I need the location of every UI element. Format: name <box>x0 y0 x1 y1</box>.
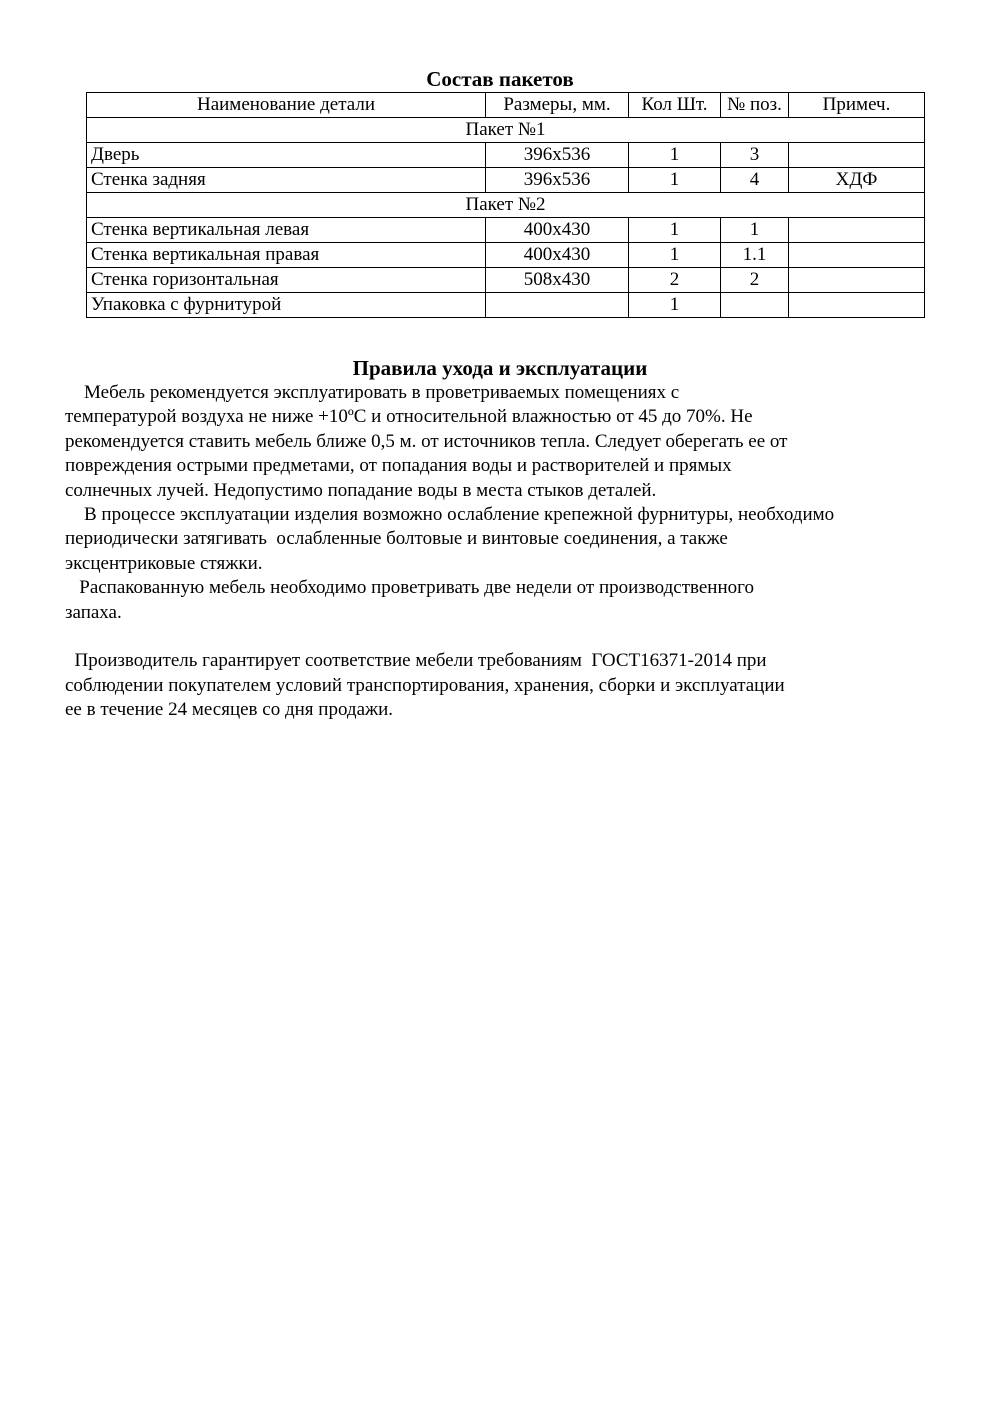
text-line: В процессе эксплуатации изделия возможно ослабление крепежной фурнитуры, необходимо <box>65 504 835 526</box>
table-row <box>87 143 925 168</box>
table-row <box>87 243 925 268</box>
part-size: 396х536 <box>486 143 629 168</box>
text-line: температурой воздуха не ниже +10ºC и относительной влажностью от 45 до 70%. Не <box>65 406 753 428</box>
package-label: Пакет №2 <box>87 193 925 218</box>
text-line: запаха. <box>65 601 122 623</box>
table-row <box>87 218 925 243</box>
part-pos: 4 <box>721 168 789 193</box>
part-qty: 2 <box>629 268 721 293</box>
care-section-title: Правила ухода и эксплуатации <box>352 356 648 380</box>
package-label: Пакет №1 <box>87 118 925 143</box>
header-size: Размеры, мм. <box>486 93 629 118</box>
text-line: Мебель рекомендуется эксплуатировать в проветриваемых помещениях с <box>65 382 680 403</box>
part-name: Стенка вертикальная правая <box>87 243 486 268</box>
part-size: 400х430 <box>486 243 629 268</box>
part-name: Стенка горизонтальная <box>87 268 486 293</box>
part-note <box>789 243 925 268</box>
header-pos: № поз. <box>721 93 789 118</box>
part-qty: 1 <box>629 218 721 243</box>
part-qty: 1 <box>629 243 721 268</box>
part-pos: 3 <box>721 143 789 168</box>
part-qty: 1 <box>629 293 721 318</box>
header-note: Примеч. <box>789 93 925 118</box>
part-pos: 1 <box>721 218 789 243</box>
text-line: повреждения острыми предметами, от попадания воды и растворителей и прямых <box>65 455 732 477</box>
text-line: ее в течение 24 месяцев со дня продажи. <box>65 699 394 721</box>
care-text <box>65 381 965 723</box>
text-line: Распакованную мебель необходимо проветривать две недели от производственного <box>65 577 754 599</box>
text-line: периодически затягивать ослабленные болтовые и винтовые соединения, а также <box>65 528 728 550</box>
part-note <box>789 143 925 168</box>
text-line: солнечных лучей. Недопустимо попадание воды в места стыков деталей. <box>65 479 657 501</box>
header-qty: Кол Шт. <box>629 93 721 118</box>
part-qty: 1 <box>629 168 721 193</box>
package-header-row <box>87 118 925 143</box>
text-line: эксцентриковые стяжки. <box>65 552 263 574</box>
text-line: Производитель гарантирует соответствие мебели требованиям ГОСТ16371-2014 при <box>65 650 767 672</box>
part-pos: 1.1 <box>721 243 789 268</box>
part-note <box>789 218 925 243</box>
parts-table <box>86 92 925 318</box>
part-pos <box>721 293 789 318</box>
part-note <box>789 268 925 293</box>
part-pos: 2 <box>721 268 789 293</box>
part-size: 508х430 <box>486 268 629 293</box>
part-name: Упаковка с фурнитурой <box>87 293 486 318</box>
part-name: Стенка задняя <box>87 168 486 193</box>
table-row <box>87 268 925 293</box>
part-name: Дверь <box>87 143 486 168</box>
package-header-row <box>87 193 925 218</box>
table-row <box>87 293 925 318</box>
table-row <box>87 168 925 193</box>
text-line: рекомендуется ставить мебель ближе 0,5 м. от источников тепла. Следует оберегать ее от <box>65 430 788 452</box>
part-name: Стенка вертикальная левая <box>87 218 486 243</box>
text-line-blank <box>65 625 965 649</box>
table-header-row <box>87 93 925 118</box>
part-size: 396х536 <box>486 168 629 193</box>
part-size <box>486 293 629 318</box>
part-note: ХДФ <box>789 168 925 193</box>
part-qty: 1 <box>629 143 721 168</box>
part-note <box>789 293 925 318</box>
part-size: 400х430 <box>486 218 629 243</box>
header-name: Наименование детали <box>87 93 486 118</box>
text-line: соблюдении покупателем условий транспортирования, хранения, сборки и эксплуатации <box>65 674 785 696</box>
page-title: Состав пакетов <box>426 67 574 91</box>
